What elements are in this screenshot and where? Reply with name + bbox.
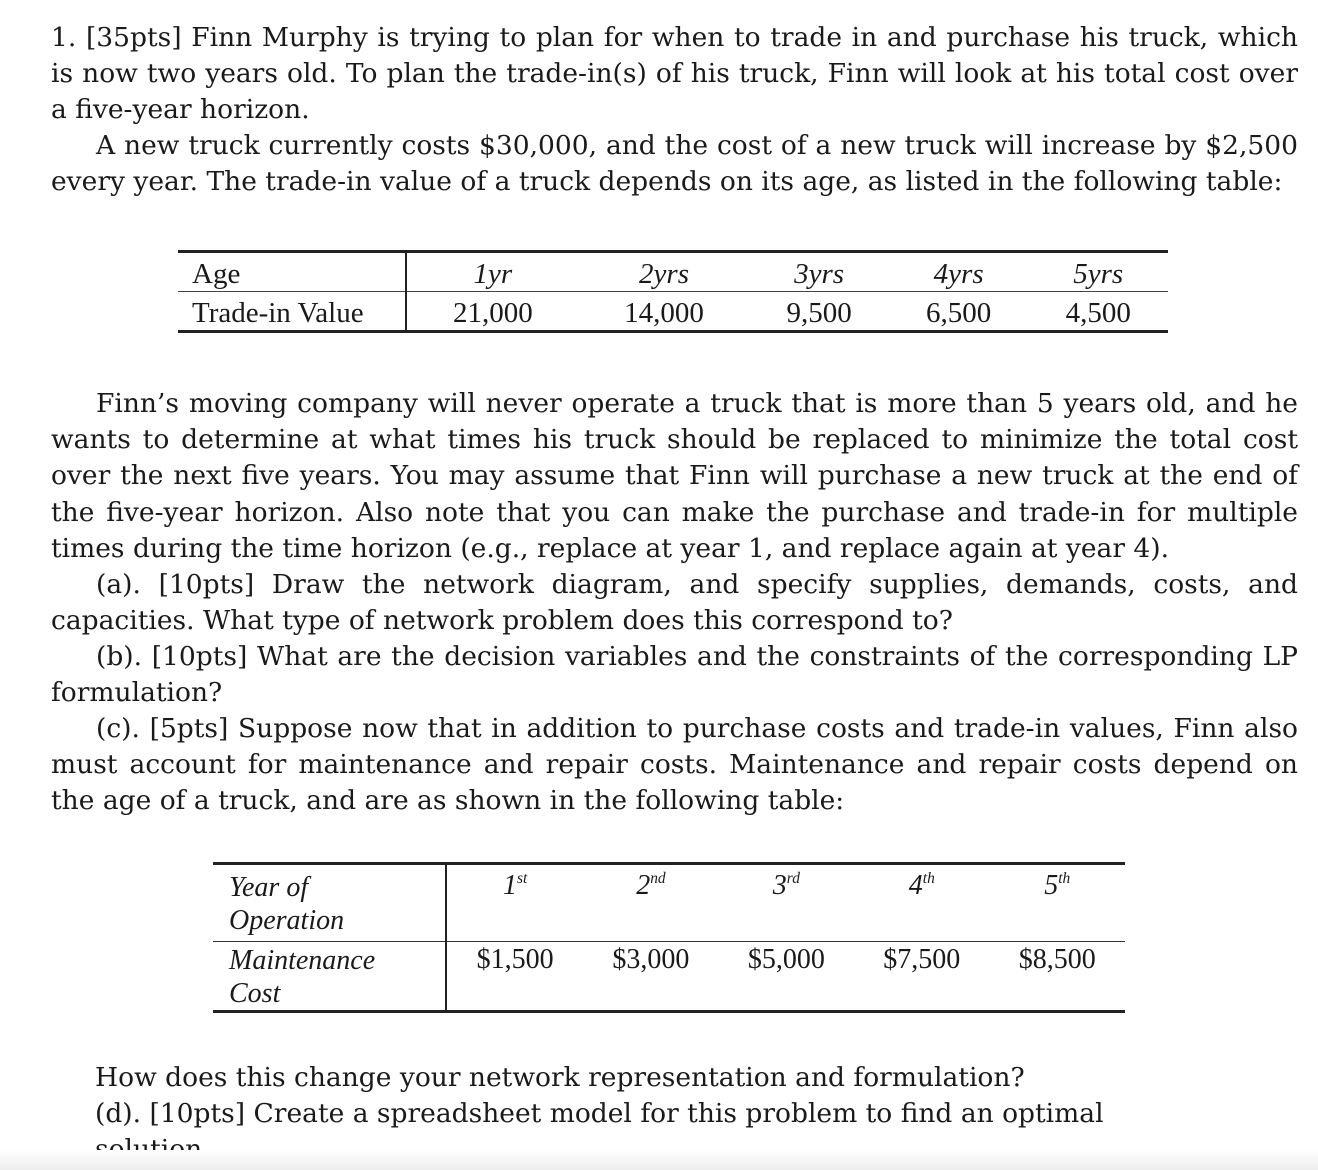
table-cell: 2yrs bbox=[579, 252, 750, 292]
row-label-line: Year of bbox=[229, 872, 309, 903]
table-cell: 3yrs bbox=[749, 252, 889, 292]
problem-constraint: Finn’s moving company will never operate a truck that is more than 5 years old, and he wants to determine at what times his truck should be replaced to minimize the total cost over the next five years. You may assume that Finn will purchase a new truck at the end of the five-year horizon. Also note that you can make the purchase and trade-in for multiple times during the time horizon (e.g., replace at year 1, and replace again at year 4). bbox=[51, 388, 1298, 564]
table-cell: 1st bbox=[446, 864, 583, 942]
table-cell: 14,000 bbox=[579, 292, 750, 332]
table-row bbox=[213, 942, 1125, 1012]
table-cell: 6,500 bbox=[889, 292, 1029, 332]
part-d: (d). [10pts] Create a spreadsheet model for this problem to find an optimal bbox=[95, 1098, 1104, 1129]
table-cell: 21,000 bbox=[406, 292, 579, 332]
table-cell: $5,000 bbox=[719, 942, 854, 1012]
table-header-cell: Age bbox=[178, 252, 406, 292]
followup-question: How does this change your network representation and formulation? bbox=[95, 1062, 1025, 1093]
table-cell: 3rd bbox=[719, 864, 854, 942]
page-bottom-edge bbox=[0, 1150, 1318, 1170]
table-row bbox=[178, 292, 1168, 332]
table-cell: $3,000 bbox=[583, 942, 718, 1012]
problem-intro: 1. [35pts] Finn Murphy is trying to plan for when to trade in and purchase his truck, which is now two years old. To plan the trade-in(s) of his truck, Finn will look at his total cost over a five-year horizon. bbox=[51, 22, 1298, 126]
row-label-line: Cost bbox=[229, 978, 281, 1009]
table-header-cell bbox=[213, 864, 446, 942]
table-cell: 2nd bbox=[583, 864, 718, 942]
table-cell: 9,500 bbox=[749, 292, 889, 332]
part-b: (b). [10pts] What are the decision variables and the constraints of the corresponding LP formulation? bbox=[51, 641, 1298, 709]
table-cell: $1,500 bbox=[446, 942, 583, 1012]
table-cell: 5yrs bbox=[1028, 252, 1168, 292]
table-cell: 4th bbox=[854, 864, 989, 942]
problem-costs: A new truck currently costs $30,000, and the cost of a new truck will increase by $2,500 every year. The trade-in value of a truck depends on its age, as listed in the following table: bbox=[51, 130, 1298, 198]
part-a: (a). [10pts] Draw the network diagram, and specify supplies, demands, costs, and capacities. What type of network problem does this correspond to? bbox=[51, 569, 1298, 637]
table-header-cell bbox=[213, 942, 446, 1012]
part-c: (c). [5pts] Suppose now that in addition to purchase costs and trade-in values, Finn also must account for maintenance and repair costs. Maintenance and repair costs depend on the age of a truck, and are as shown in the following table: bbox=[51, 713, 1298, 817]
table-cell: 4,500 bbox=[1028, 292, 1168, 332]
table-cell: 1yr bbox=[406, 252, 579, 292]
row-label-line: Operation bbox=[229, 905, 345, 936]
table-cell: 5th bbox=[990, 864, 1125, 942]
maintenance-table bbox=[213, 862, 1125, 1013]
table-header-cell: Trade-in Value bbox=[178, 292, 406, 332]
table-cell: $7,500 bbox=[854, 942, 989, 1012]
trade-in-table bbox=[178, 250, 1168, 333]
table-cell: $8,500 bbox=[990, 942, 1125, 1012]
table-cell: 4yrs bbox=[889, 252, 1029, 292]
table-row bbox=[178, 252, 1168, 292]
row-label-line: Maintenance bbox=[229, 945, 376, 976]
table-row bbox=[213, 864, 1125, 942]
